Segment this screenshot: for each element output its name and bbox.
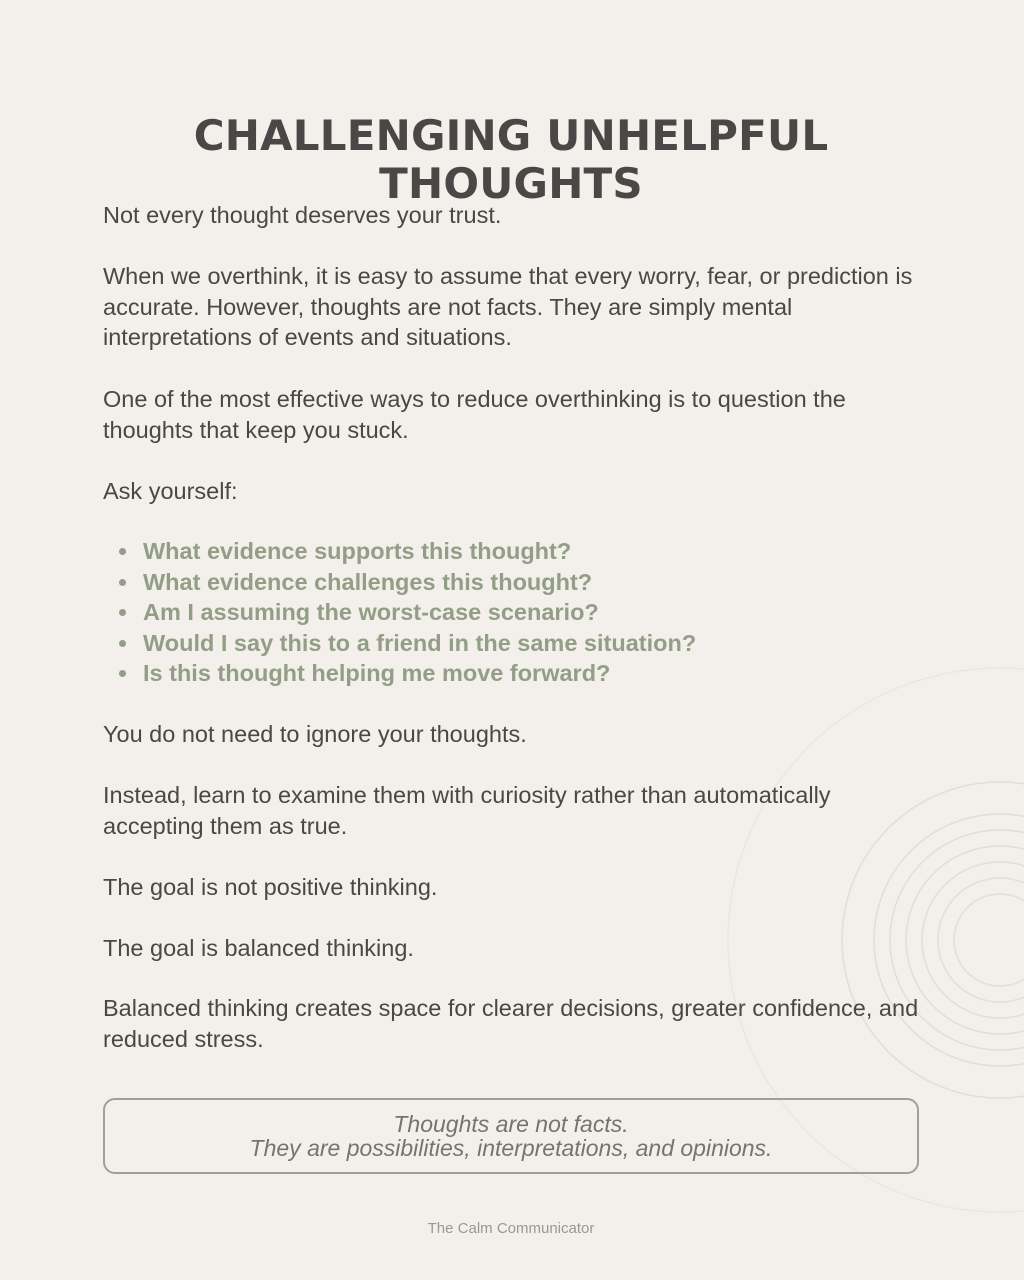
- quote-callout: [103, 1098, 919, 1174]
- goal-not-positive-paragraph: The goal is not positive thinking.: [103, 874, 438, 900]
- overthinking-paragraph: When we overthink, it is easy to assume that every worry, fear, or prediction is accurate. However, thoughts are not facts. They are simply mental interpretations of events and situations.: [103, 263, 913, 350]
- curiosity-paragraph: Instead, learn to examine them with curiosity rather than automatically accepting them as true.: [103, 782, 831, 839]
- intro-paragraph: Not every thought deserves your trust.: [103, 202, 502, 228]
- list-item: What evidence challenges this thought?: [143, 567, 959, 598]
- ask-yourself-label: Ask yourself:: [103, 478, 238, 504]
- quote-line-2: They are possibilities, interpretations, and opinions.: [249, 1135, 773, 1161]
- quote-line-1: Thoughts are not facts.: [393, 1111, 629, 1137]
- bullet-dot-icon: [119, 670, 126, 677]
- list-item: Would I say this to a friend in the same situation?: [143, 628, 959, 659]
- question-list: [103, 536, 959, 689]
- goal-balanced-paragraph: The goal is balanced thinking.: [103, 935, 414, 961]
- bullet-dot-icon: [119, 548, 126, 555]
- ignore-thoughts-paragraph: You do not need to ignore your thoughts.: [103, 721, 527, 747]
- list-item: Is this thought helping me move forward?: [143, 658, 959, 689]
- footer-brand: The Calm Communicator: [427, 1220, 595, 1237]
- balanced-benefits-paragraph: Balanced thinking creates space for clearer decisions, greater confidence, and reduced stress.: [103, 995, 919, 1052]
- bullet-dot-icon: [119, 640, 126, 647]
- list-item: Am I assuming the worst-case scenario?: [143, 597, 959, 628]
- list-item: What evidence supports this thought?: [143, 536, 959, 567]
- page-title: CHALLENGING UNHELPFUL THOUGHTS: [193, 111, 829, 208]
- bullet-dot-icon: [119, 609, 126, 616]
- bullet-dot-icon: [119, 579, 126, 586]
- question-thoughts-paragraph: One of the most effective ways to reduce overthinking is to question the thoughts that keep you stuck.: [103, 386, 846, 443]
